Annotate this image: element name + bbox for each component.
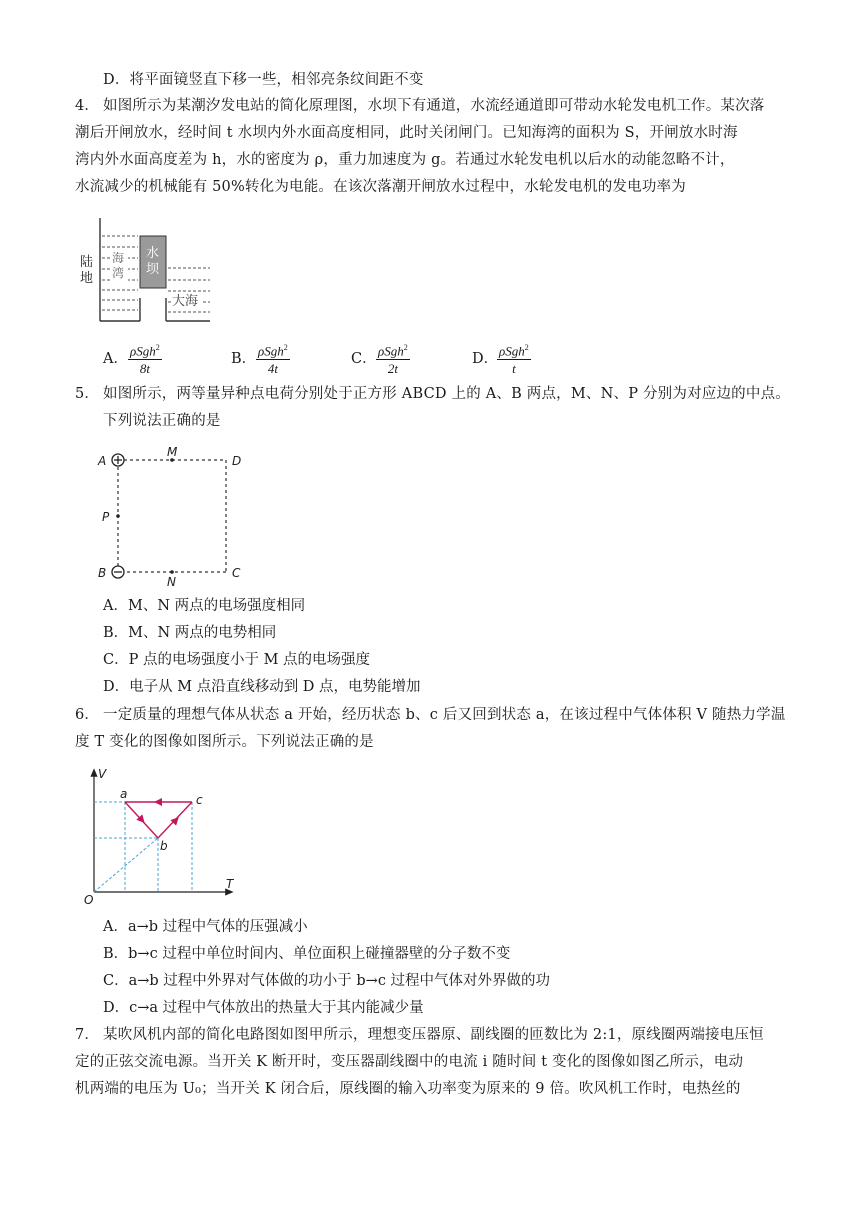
q5-label-b: B	[98, 566, 107, 580]
q6-axis-t: T	[226, 877, 234, 891]
q6-line-2: 度 T 变化的图像如图所示。下列说法正确的是	[75, 734, 374, 750]
q4-option-b-fraction: ρSgh$^2$ 4t	[256, 339, 290, 377]
q4-option-a-fraction: ρSgh$^2$ 8t	[128, 339, 162, 377]
q4-option-a-label: A．	[103, 351, 128, 367]
q4-line-3: 湾内外水面高度差为 h，水的密度为 ρ，重力加速度为 g。若通过水轮发电机以后水的动能忽略不计，	[75, 152, 735, 168]
q6-point-a: a	[120, 787, 128, 801]
q4-line-2: 潮后开闸放水，经时间 t 水坝内外水面高度相同，此时关闭闸门。已知海湾的面积为 S，开闸放水时海	[75, 125, 738, 141]
q5-option-a: A．M、N 两点的电场强度相同	[103, 598, 306, 614]
q5-option-b: B．M、N 两点的电势相同	[103, 625, 277, 641]
q6-number: 6．	[75, 707, 100, 723]
q4-bay-label-1: 海	[112, 251, 125, 265]
q6-point-c: c	[196, 793, 203, 807]
q4-option-b-label: B．	[231, 351, 257, 367]
q4-option-c-label: C．	[351, 351, 377, 367]
q4-option-c-fraction: ρSgh$^2$ 2t	[376, 339, 410, 377]
q5-label-m: M	[167, 445, 178, 459]
q6-point-b: b	[160, 839, 168, 853]
q4-number: 4．	[75, 98, 100, 114]
q5-option-d: D．电子从 M 点沿直线移动到 D 点，电势能增加	[103, 679, 421, 695]
q4-dam-label-1: 水	[146, 246, 160, 261]
q6-vt-graph	[80, 766, 240, 906]
q5-option-c: C．P 点的电场强度小于 M 点的电场强度	[103, 652, 371, 668]
q4-bay-label-2: 湾	[112, 266, 125, 280]
q4-land-label-1: 陆	[80, 255, 94, 270]
q6-line-1: 一定质量的理想气体从状态 a 开始，经历状态 b、c 后又回到状态 a，在该过程中气体体积 V 随热力学温	[103, 707, 786, 723]
q5-label-p: P	[102, 510, 110, 524]
q6-option-d: D．c→a 过程中气体放出的热量大于其内能减少量	[103, 1000, 424, 1016]
q7-line-1: 某吹风机内部的简化电路图如图甲所示，理想变压器原、副线圈的匝数比为 2:1，原线圈两端接电压恒	[103, 1027, 764, 1043]
q4-sea-label: 大海	[172, 294, 199, 309]
q5-label-c: C	[232, 566, 241, 580]
q6-option-a: A．a→b 过程中气体的压强减小	[103, 919, 308, 935]
q5-line-2: 下列说法正确的是	[103, 413, 221, 429]
q5-line-1: 如图所示，两等量异种点电荷分别处于正方形 ABCD 上的 A、B 两点，M、N、P 分别为对应边的中点。	[103, 386, 790, 402]
q4-land-label-2: 地	[80, 271, 94, 286]
q5-label-a: A	[98, 454, 107, 468]
q4-line-4: 水流减少的机械能有 50%转化为电能。在该次落潮开闸放水过程中，水轮发电机的发电功率为	[75, 179, 686, 195]
q5-label-n: N	[167, 575, 176, 588]
q5-number: 5．	[75, 386, 100, 402]
q7-line-3: 机两端的电压为 U₀；当开关 K 闭合后，原线圈的输入功率变为原来的 9 倍。吹风机工作时，电热丝的	[75, 1081, 741, 1097]
q4-dam-label-2: 坝	[146, 262, 160, 277]
q7-line-2: 定的正弦交流电源。当开关 K 断开时，变压器副线圈中的电流 i 随时间 t 变化的图像如图乙所示，电动	[75, 1054, 744, 1070]
q6-option-b: B．b→c 过程中单位时间内、单位面积上碰撞器壁的分子数不变	[103, 946, 511, 962]
q4-line-1: 如图所示为某潮汐发电站的简化原理图，水坝下有通道，水流经通道即可带动水轮发电机工作。某次落	[103, 98, 765, 114]
q5-square-figure	[92, 444, 252, 588]
q4-option-d-fraction: ρSgh$^2$ t	[497, 339, 531, 377]
q6-axis-v: V	[98, 767, 107, 781]
q5-label-d: D	[232, 454, 242, 468]
q3-option-d: D．将平面镜竖直下移一些，相邻亮条纹间距不变	[103, 72, 424, 88]
q4-option-d-label: D．	[472, 351, 499, 367]
q7-number: 7．	[75, 1027, 100, 1043]
q6-origin: O	[84, 893, 94, 906]
q4-tidal-dam-figure	[76, 214, 216, 326]
q6-option-c: C．a→b 过程中外界对气体做的功小于 b→c 过程中气体对外界做的功	[103, 973, 551, 989]
